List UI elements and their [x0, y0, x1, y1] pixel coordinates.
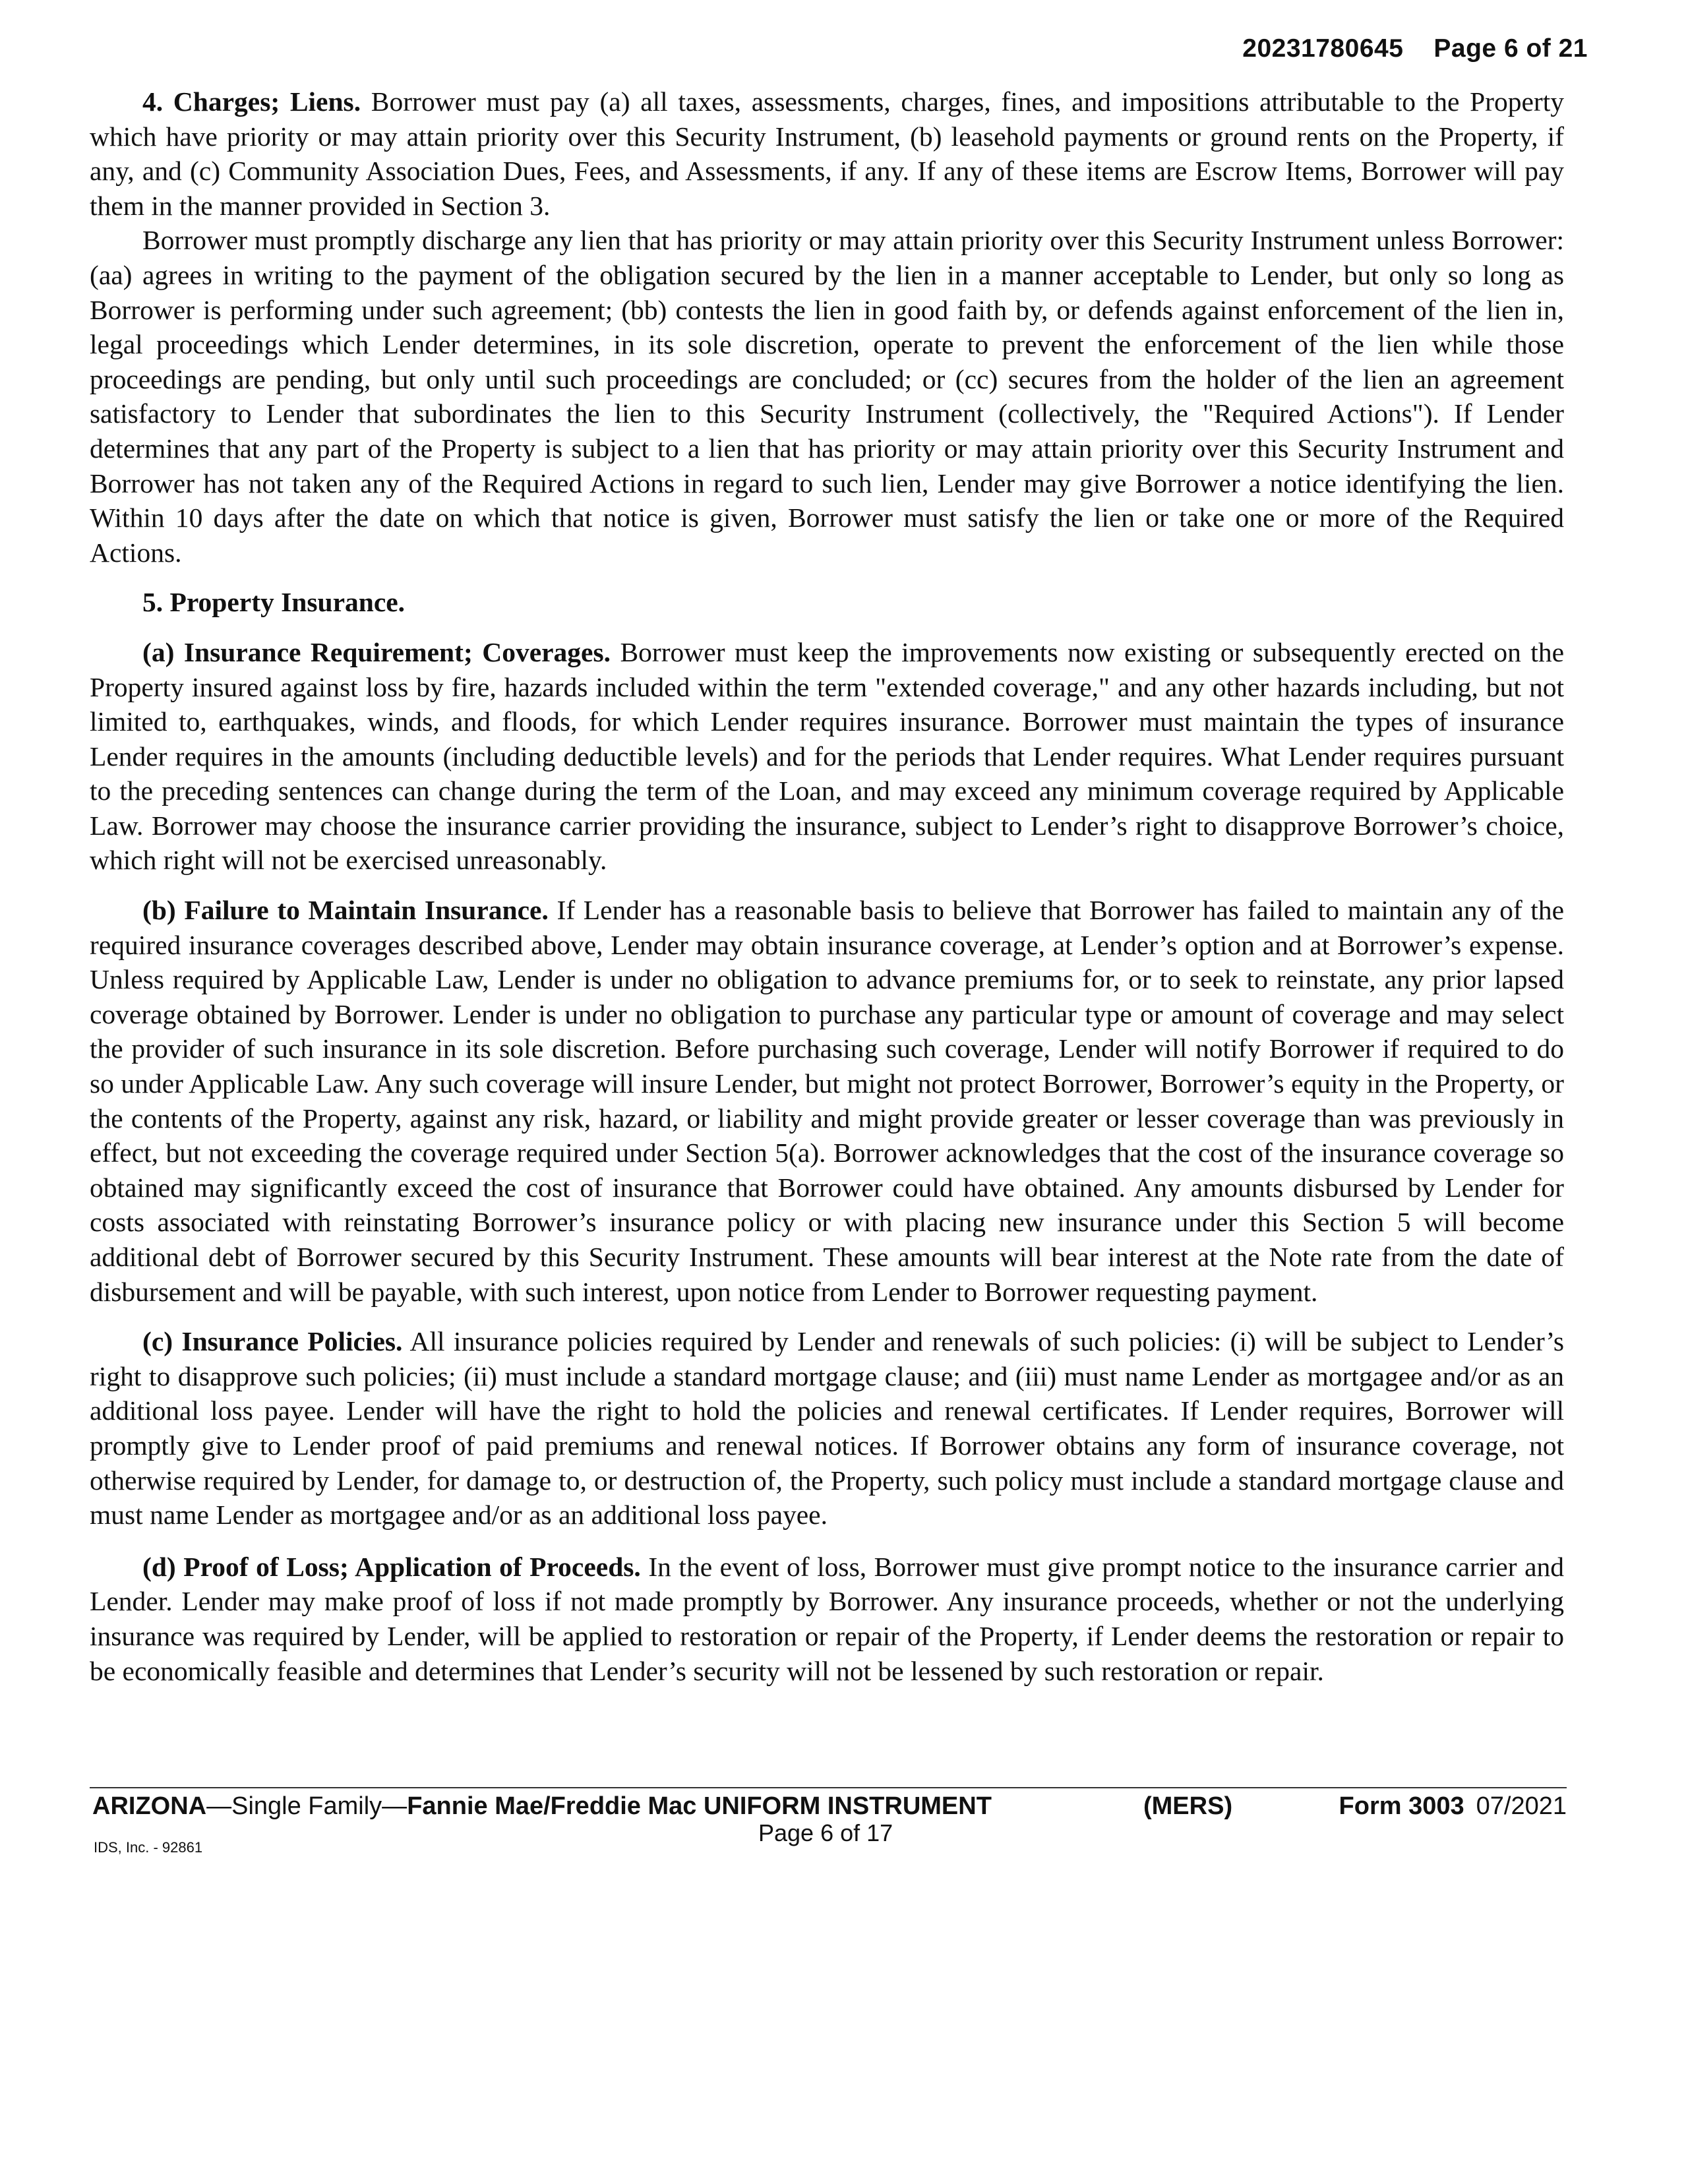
- section-5d-text: In the event of loss, Borrower must give prompt notice to the insurance carrier and Lender. Lender may make proof of loss if not made promptly by Borrower. Any insurance proceeds, whether or not the underlying insurance was required by Lender, will be applied to restoration or repair of the Property, if Lender deems the restoration or repair to be economically feasible and determines that Lender’s security will not be lessened by such restoration or repair.: [90, 1551, 1564, 1686]
- section-4-text-2: Borrower must promptly discharge any lien that has priority or may attain priority over this Security Instrument unless Borrower: (aa) agrees in writing to the payment of the obligation secured by the lien in a manner acceptable to Lender, but only so long as Borrower is performing under such agreement; (bb) contests the lien in good faith by, or defends against enforcement of the lien in, legal proceedings which Lender determines, in its sole discretion, operate to prevent the enforcement of the lien while those proceedings are pending, but only until such proceedings are concluded; or (cc) secures from the holder of the lien an agreement satisfactory to Lender that subordinates the lien to this Security Instrument (collectively, the "Required Actions"). If Lender determines that any part of the Property is subject to a lien that has priority or may attain priority over this Security Instrument and Borrower has not taken any of the Required Actions in regard to such lien, Lender may give Borrower a notice identifying the lien. Within 10 days after the date on which that notice is given, Borrower must satisfy the lien or take one or more of the Required Actions.: [90, 225, 1564, 568]
- footer-form-label: Form 3003: [1339, 1792, 1464, 1820]
- section-5b-heading: (b) Failure to Maintain Insurance.: [142, 895, 549, 926]
- footer-form-date: 07/2021: [1476, 1792, 1567, 1820]
- section-5b-text: If Lender has a reasonable basis to believe that Borrower has failed to maintain any of the required insurance coverages described above, Lender may obtain insurance coverage, at Lender’s option and at Borrower’s expense. Unless required by Applicable Law, Lender is under no obligation to advance premiums for, or to seek to reinstate, any prior lapsed coverage obtained by Borrower. Lender is under no obligation to purchase any particular type or amount of coverage and may select the provider of such insurance in its sole discretion. Before purchasing such coverage, Lender will notify Borrower if required to do so under Applicable Law. Any such coverage will insure Lender, but might not protect Borrower, Borrower’s equity in the Property, or the contents of the Property, against any risk, hazard, or liability and might provide greater or lesser coverage than was previously in effect, but not exceeding the coverage required under Section 5(a). Borrower acknowledges that the cost of the insurance coverage so obtained may significantly exceed the cost of insurance that Borrower could have obtained. Any amounts disbursed by Lender for costs associated with reinstating Borrower’s insurance policy or with placing new insurance under this Section 5 will become additional debt of Borrower secured by this Security Instrument. These amounts will bear interest at the Note rate from the date of disbursement and will be payable, with such interest, upon notice from Lender to Borrower requesting payment.: [90, 895, 1564, 1307]
- section-5a-heading: (a) Insurance Requirement; Coverages.: [142, 636, 611, 667]
- section-4-heading: 4. Charges; Liens.: [142, 86, 361, 117]
- section-4-paragraph-1: [90, 84, 1564, 223]
- footer-state: ARIZONA: [92, 1792, 207, 1820]
- footer-divider: [90, 1787, 1567, 1788]
- section-4-paragraph-2: [90, 223, 1564, 570]
- section-5a-paragraph: [90, 635, 1564, 878]
- record-page-count: Page 6 of 21: [1433, 34, 1588, 63]
- footer-page-number: Page 6 of 17: [758, 1819, 893, 1846]
- section-5a-text: Borrower must keep the improvements now existing or subsequently erected on the Property insured against loss by fire, hazards included within the term "extended coverage," and any other hazards including, but not limited to, earthquakes, winds, and floods, for which Lender requires insurance. Borrower must maintain the types of insurance Lender requires in the amounts (including deductible levels) and for the periods that Lender requires. What Lender requires pursuant to the preceding sentences can change during the term of the Loan, and may exceed any minimum coverage required by Applicable Law. Borrower may choose the insurance carrier providing the insurance, subject to Lender’s right to disapprove Borrower’s choice, which right will not be exercised unreasonably.: [90, 636, 1565, 876]
- footer-mers: (MERS): [1143, 1792, 1233, 1820]
- section-5-heading-paragraph: [90, 585, 1564, 620]
- section-5d-paragraph: [90, 1550, 1564, 1688]
- recording-header: [1242, 34, 1588, 63]
- footer-family: —Single Family—: [206, 1792, 407, 1820]
- section-5c-text: All insurance policies required by Lender and renewals of such policies: (i) will be subject to Lender’s right to disapprove such policies; (ii) must include a standard mortgage clause; and (iii) must name Lender as mortgagee and/or as an additional loss payee. Lender will have the right to hold the policies and renewal certificates. If Lender requires, Borrower will promptly give to Lender proof of paid premiums and renewal notices. If Borrower obtains any form of insurance coverage, not otherwise required by Lender, for damage to, or destruction of, the Property, such policy must include a standard mortgage clause and must name Lender as mortgagee and/or as an additional loss payee.: [90, 1326, 1564, 1531]
- section-5b-paragraph: [90, 893, 1564, 1309]
- section-4-text-1: Borrower must pay (a) all taxes, assessments, charges, fines, and impositions attributable to the Property which have priority or may attain priority over this Security Instrument, (b) leasehold payments or ground rents on the Property, if any, and (c) Community Association Dues, Fees, and Assessments, if any. If any of these items are Escrow Items, Borrower will pay them in the manner provided in Section 3.: [90, 86, 1565, 221]
- record-number: 20231780645: [1242, 34, 1404, 63]
- footer-ids: IDS, Inc. - 92861: [94, 1839, 203, 1856]
- section-5d-heading: (d) Proof of Loss; Application of Proceeds.: [142, 1551, 641, 1582]
- section-5-heading: 5. Property Insurance.: [142, 587, 406, 618]
- footer-instrument: Fannie Mae/Freddie Mac UNIFORM INSTRUMENT: [407, 1792, 992, 1820]
- footer-form-line: [92, 1791, 1567, 1821]
- footer-form: [1339, 1791, 1567, 1821]
- section-5c-heading: (c) Insurance Policies.: [142, 1326, 403, 1357]
- document-body: [90, 84, 1564, 1688]
- section-5c-paragraph: [90, 1324, 1564, 1532]
